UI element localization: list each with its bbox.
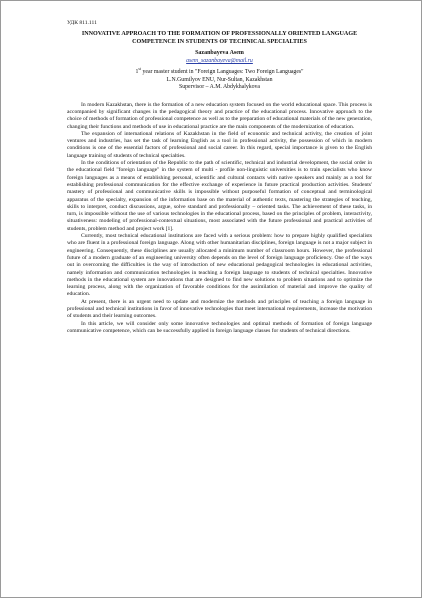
author-affiliation xyxy=(67,65,372,77)
page-content xyxy=(67,19,372,335)
article-title: INNOVATIVE APPROACH TO THE FORMATION OF PROFESSIONALLY ORIENTED LANGUAGE COMPETENCE IN STUDENTS OF TECHNICAL SPECIALTIES xyxy=(81,31,358,45)
affiliation-year: 1 xyxy=(135,68,139,75)
article-body xyxy=(67,102,372,336)
affiliation-superscript: st xyxy=(138,66,142,71)
author-name: Sazanbayeva Asem xyxy=(195,50,244,56)
body-paragraph-5: At present, there is an urgent need to update and modernize the methods and principles of teaching a foreign language in professional and technical institutions in favor of innovative technologies that meet international requirements, increase the motivation of students and their learning outcomes. xyxy=(67,298,372,320)
author-supervisor: Supervisor – A.M. Abdykhalykova xyxy=(179,84,260,91)
author-email[interactable]: asem_sazanbayeva@mail.ru xyxy=(186,58,253,64)
body-paragraph-2: The expansion of international relations of Kazakhstan in the field of economic and technical activity, the creation of joint ventures and industries, has set the task of learning English as a tool in professional activity, the possession of which in modern conditions is one of the essential factors of professional and social career. In this regard, special importance is given to the English language training of students of technical specialties. xyxy=(67,130,372,159)
body-paragraph-6: In this article, we will consider only some innovative technologies and optimal methods of formation of foreign language communicative competence, which can be successfully applied in foreign language classes for students of technical directions. xyxy=(67,320,372,334)
body-paragraph-1: In modern Kazakhstan, there is the formation of a new education system focused on the world educational space. This process is accompanied by significant changes in the pedagogical theory and practice of the educational process. Innovative approach to the choice of methods of formation of professional competence as well as to the preparation of educational materials of the new generation, changing their functions and methods of use in educational practice are the main components of the modernization of education. xyxy=(67,101,372,130)
author-university: L.N.Gumilyov ENU, Nur-Sultan, Kazakhstan xyxy=(166,76,273,83)
body-paragraph-4: Currently, most technical educational institutions are faced with a serious problem: how to prepare highly qualified specialists who are fluent in a professional foreign language. Along with other humanitarian disciplines, foreign language is not a major subject in engineering. Consequently, these disciplines are usually allocated a minimum number of classroom hours. However, the professional future of a modern graduate of an engineering university often depends on the level of foreign language proficiency. One of the ways out in overcoming the difficulties is the way of introduction of new educational pedagogical technologies in educational activities, namely information and communication technologies in teaching a foreign language to students of technical specialties. Innovative methods in the educational system are innovations that are designed to find new solutions to problem situations and to optimize the learning process, along with the organization of favorable conditions for the assimilation of material and improve the quality of education. xyxy=(67,233,372,298)
body-paragraph-3: In the conditions of orientation of the Republic to the path of scientific, technical and industrial development, the social order in the educational field "foreign language" in the system of multi - profile non-linguistic universities is to train specialists who know foreign languages as a means of establishing personal, scientific and cultural contacts with native speakers and mainly as a tool for establishing professional communication for the effective exchange of experience in future practical production activities. Students' mastery of professional and communicative skills is impossible without purposeful formation of conceptual and terminological apparatus of the specialty, expansion of the information base on the material of authentic texts, mastering the strategies of teaching, skills to interpret, conduct discussions, argue, solve standard and professionally – oriented tasks. The achievement of these tasks, in turn, is impossible without the use of various technologies in the educational process, based on the principles of problem, interactivity, situativeness: modeling of professional-contextual situations, most associated with the future professional and practical activities of students, problem method and project work [1]. xyxy=(67,160,372,232)
udk-code: УДК 811.111 xyxy=(67,20,97,26)
affiliation-program: year master student in "Foreign Languages: Two Foreign Languages" xyxy=(141,68,304,75)
